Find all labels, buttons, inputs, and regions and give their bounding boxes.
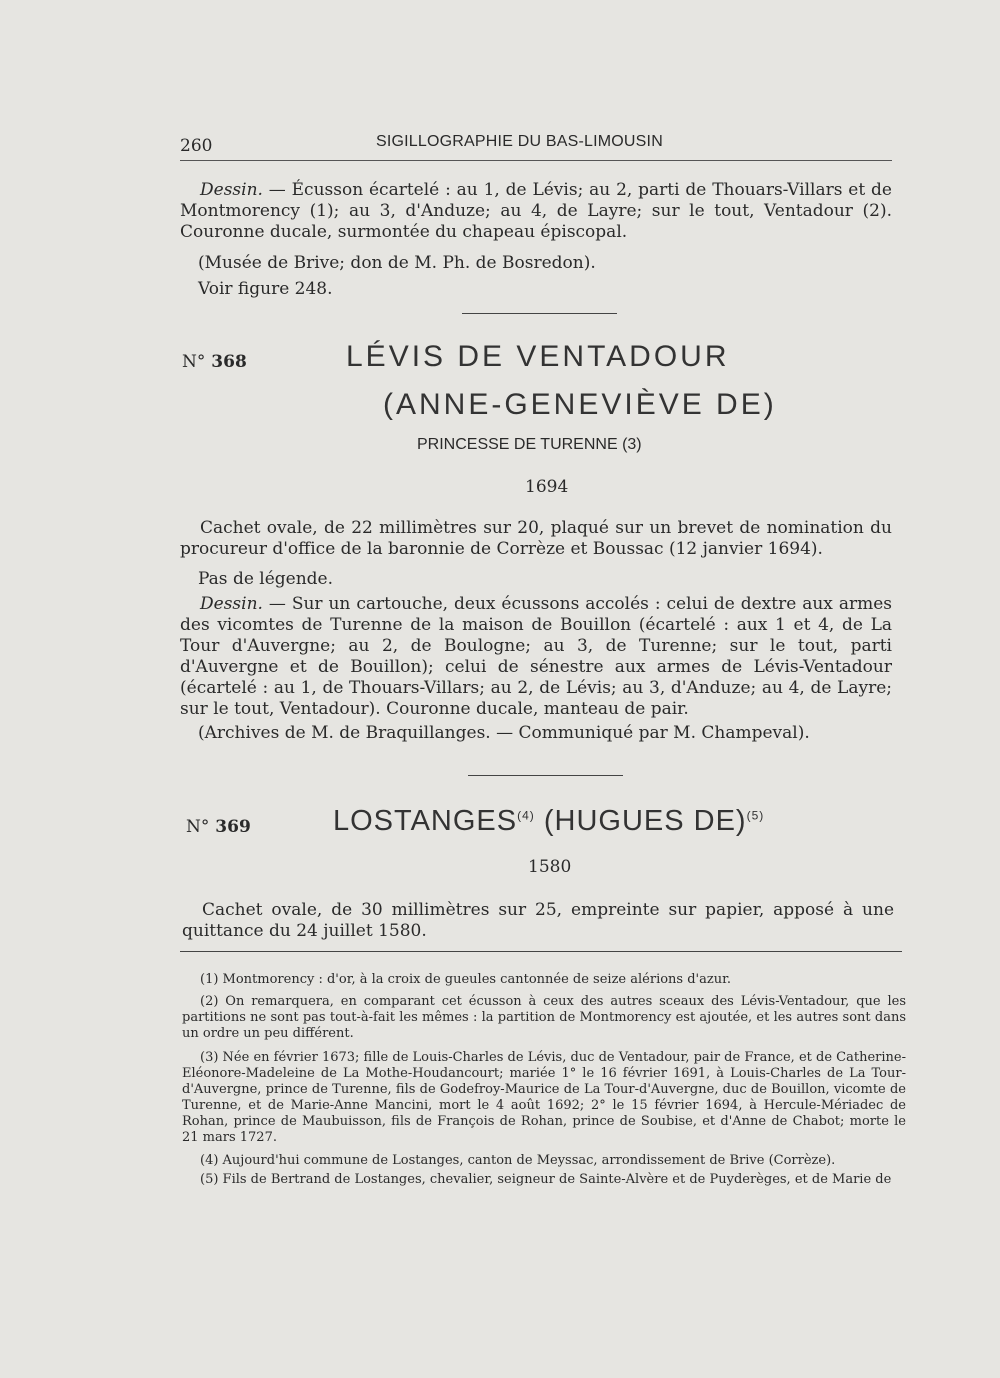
dessin-paragraph-top <box>180 180 892 243</box>
title-rest: (HUGUES DE) <box>543 805 747 837</box>
footnote-4: (4) Aujourd'hui commune de Lostanges, canton de Meyssac, arrondissement de Brive (Corrèze). <box>200 1153 836 1168</box>
entry-description: Cachet ovale, de 22 millimètres sur 20, plaqué sur un brevet de nomination du procureur d'office de la baronnie de Corrèze et Boussac (12 janvier 1694). <box>180 518 892 559</box>
dessin-label: Dessin. <box>200 594 263 614</box>
number-prefix: N° <box>182 352 206 372</box>
title-name: LOSTANGES <box>333 805 518 837</box>
footnote-5: (5) Fils de Bertrand de Lostanges, chevalier, seigneur de Sainte-Alvère et de Puyderèges, et de Marie de <box>200 1172 892 1187</box>
entry-number-369 <box>186 817 251 837</box>
footnote-ref-4: (4) <box>517 808 535 823</box>
entry-description: Cachet ovale, de 30 millimètres sur 25, empreinte sur papier, apposé à une quittance du 24 juillet 1580. <box>182 900 894 941</box>
footnote-1: (1) Montmorency : d'or, à la croix de gueules cantonnée de seize alérions d'azur. <box>200 972 732 987</box>
header-rule <box>180 160 892 161</box>
page-number: 260 <box>180 136 213 156</box>
entry-source: (Archives de M. de Braquillanges. — Communiqué par M. Champeval). <box>198 723 810 743</box>
number-value: 368 <box>211 352 247 372</box>
entry-legend: Pas de légende. <box>198 569 334 589</box>
footnote-ref-5: (5) <box>746 808 765 823</box>
entry-dessin-paragraph <box>180 594 892 720</box>
number-prefix: N° <box>186 817 210 837</box>
entry-subtitle: PRINCESSE DE TURENNE (3) <box>417 436 642 453</box>
footnote-3: (3) Née en février 1673; fille de Louis-Charles de Lévis, duc de Ventadour, pair de France, et de Catherine-Eléonore-Madeleine de La Mothe-Houdancourt; mariée 1° le 16 février 1691, à Louis-Charles de La Tour-d'Auvergne, prince de Turenne, fils de Godefroy-Maurice de La Tour-d'Auvergne, duc de Bouillon, vicomte de Turenne, et de Marie-Anne Mancini, mort le 4 août 1692; 2° le 15 février 1694, à Hercule-Mériadec de Rohan, prince de Maubuisson, fils de François de Rohan, prince de Soubise, et d'Anne de Chabot; morte le 21 mars 1727. <box>182 1050 906 1145</box>
dessin-text: — Écusson écartelé : au 1, de Lévis; au 2, parti de Thouars-Villars et de Montmorency (1); au 3, d'Anduze; au 4, de Layre; sur le tout, Ventadour (2). Couronne ducale, surmontée du chapeau épiscopal. <box>180 180 892 242</box>
figure-reference: Voir figure 248. <box>198 279 333 299</box>
museum-source: (Musée de Brive; don de M. Ph. de Bosredon). <box>198 253 596 273</box>
section-separator <box>462 313 617 314</box>
running-title: SIGILLOGRAPHIE DU BAS-LIMOUSIN <box>376 133 663 150</box>
footnote-2: (2) On remarquera, en comparant cet écusson à ceux des autres sceaux des Lévis-Ventadour, que les partitions ne sont pas tout-à-fait les mêmes : la partition de Montmorency est ajoutée, et les autres sont dans un ordre un peu différent. <box>182 994 906 1041</box>
entry-year: 1694 <box>525 477 569 497</box>
entry-title-line2: (ANNE-GENEVIÈVE DE) <box>383 388 777 421</box>
number-value: 369 <box>215 817 251 837</box>
footnote-rule <box>180 951 902 952</box>
entry-number-368 <box>182 352 247 372</box>
section-separator <box>468 775 623 776</box>
entry-year: 1580 <box>528 857 572 877</box>
dessin-text: — Sur un cartouche, deux écussons accolés : celui de dextre aux armes des vicomtes de Turenne de la maison de Bouillon (écartelé : aux 1 et 4, de La Tour d'Auvergne; au 2, de Boulogne; au 3, de Turenne; sur le tout, parti d'Auvergne et de Bouillon); celui de sénestre aux armes de Lévis-Ventadour (écartelé : au 1, de Thouars-Villars; au 2, de Lévis; au 3, d'Anduze; au 4, de Layre; sur le tout, Ventadour). Couronne ducale, manteau de pair. <box>180 594 892 719</box>
entry-title-line1: LÉVIS DE VENTADOUR <box>346 340 730 373</box>
dessin-label: Dessin. <box>200 180 263 200</box>
entry-title <box>333 805 764 838</box>
